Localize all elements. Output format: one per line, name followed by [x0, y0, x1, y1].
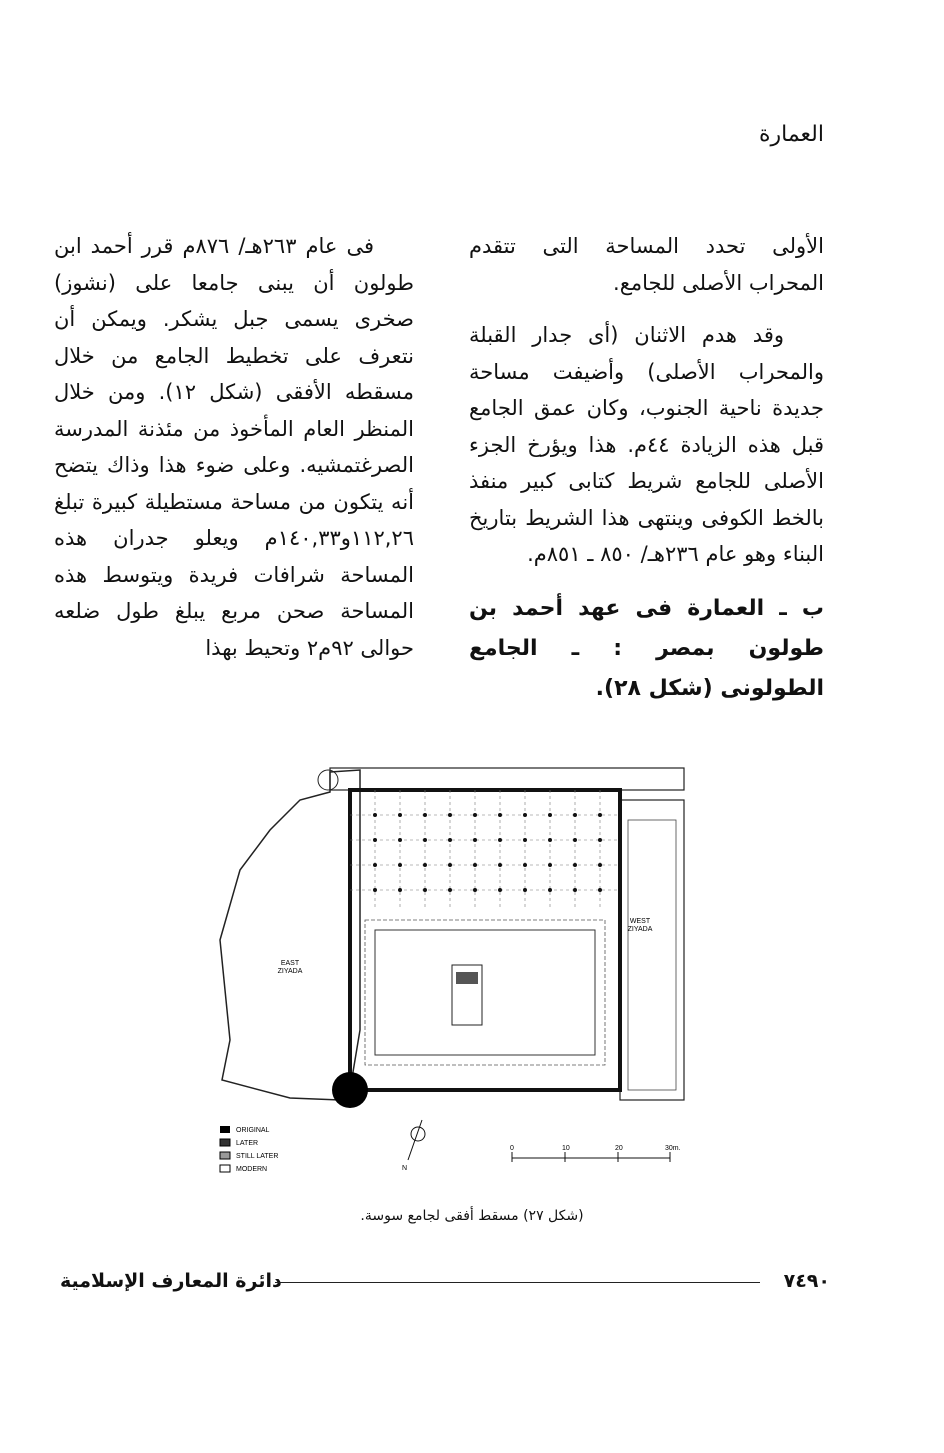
scale-tick: 0	[510, 1145, 514, 1152]
floor-plan-figure	[210, 760, 690, 1200]
scale-tick: 10	[562, 1145, 570, 1152]
scale-bar	[510, 1145, 681, 1162]
west-label: WEST	[629, 918, 651, 925]
page-number: ٧٤٩٠	[783, 1270, 830, 1292]
left-column	[54, 228, 414, 666]
east-label: EAST	[280, 960, 300, 967]
scale-tick: 20	[615, 1145, 623, 1152]
legend	[220, 1126, 278, 1173]
footer-title: دائرة المعارف الإسلامية	[60, 1270, 282, 1292]
pier-dots	[373, 813, 602, 892]
footer-rule	[275, 1282, 760, 1283]
section-heading: ب ـ العمارة فى عهد أحمد بن طولون بمصر : ـ الجامع الطولونى (شكل ٢٨).	[469, 595, 824, 701]
north-label: N	[402, 1165, 408, 1172]
scale-tick: 30m.	[665, 1145, 681, 1152]
west-ziyada-outline	[620, 800, 684, 1100]
paragraph: وقد هدم الاثنان (أى جدار القبلة والمحراب الأصلى) وأضيفت مساحة جديدة ناحية الجنوب، وكان عمق الجامع قبل هذه الزيادة ٤٤م. هذا ويؤرخ الجزء الأصلى للجامع شريط كتابى كبير منفذ بالخط الكوفى وينتهى هذا الشريط بتاريخ البناء وهو عام ٢٣٦هـ/ ٨٥٠ ـ ٨٥١م.	[469, 323, 824, 566]
right-column	[469, 228, 824, 725]
running-header: العمارة	[758, 122, 824, 147]
paragraph: فى عام ٢٦٣هـ/ ٨٧٦م قرر أحمد ابن طولون أن يبنى جامعا على (نشوز) صخرى يسمى جبل يشكر. ويمكن أن نتعرف على تخطيط الجامع من خلال مسقطه الأفقى (شكل ١٢). ومن خلال المنظر العام المأخوذ من مئذنة المدرسة الصرغتمشيه. وعلى ضوء هذا وذاك يتضح أنه يتكون من مساحة مستطيلة كبيرة تبلغ ١١٢,٢٦و١٤٠,٣٣م ويعلو جدران هذه المساحة شرافات فريدة ويتوسط هذه المساحة صحن مربع يبلغ طول ضلعه حوالى ٩٢م٢ وتحيط بهذا	[54, 234, 414, 660]
prayer-hall-grid	[350, 790, 620, 910]
north-arrow-icon	[402, 1120, 425, 1172]
paragraph: الأولى تحدد المساحة التى تتقدم المحراب الأصلى للجامع.	[469, 234, 824, 295]
footer	[60, 1270, 830, 1300]
east-sub-label: ZIYADA	[277, 968, 303, 975]
north-wall	[330, 768, 684, 790]
floor-plan-drawing	[210, 760, 690, 1200]
east-ziyada-outline	[220, 770, 360, 1100]
mosque-walls	[350, 790, 620, 1090]
courtyard	[375, 930, 595, 1055]
minaret	[332, 1072, 368, 1108]
figure-caption: (شكل ٢٧) مسقط أفقى لجامع سوسة.	[360, 1208, 584, 1224]
legend-item: MODERN	[236, 1166, 268, 1173]
legend-item: LATER	[236, 1140, 259, 1147]
west-sub-label: ZIYADA	[627, 926, 653, 933]
legend-item: STILL LATER	[236, 1153, 279, 1160]
legend-item: ORIGINAL	[236, 1127, 270, 1134]
